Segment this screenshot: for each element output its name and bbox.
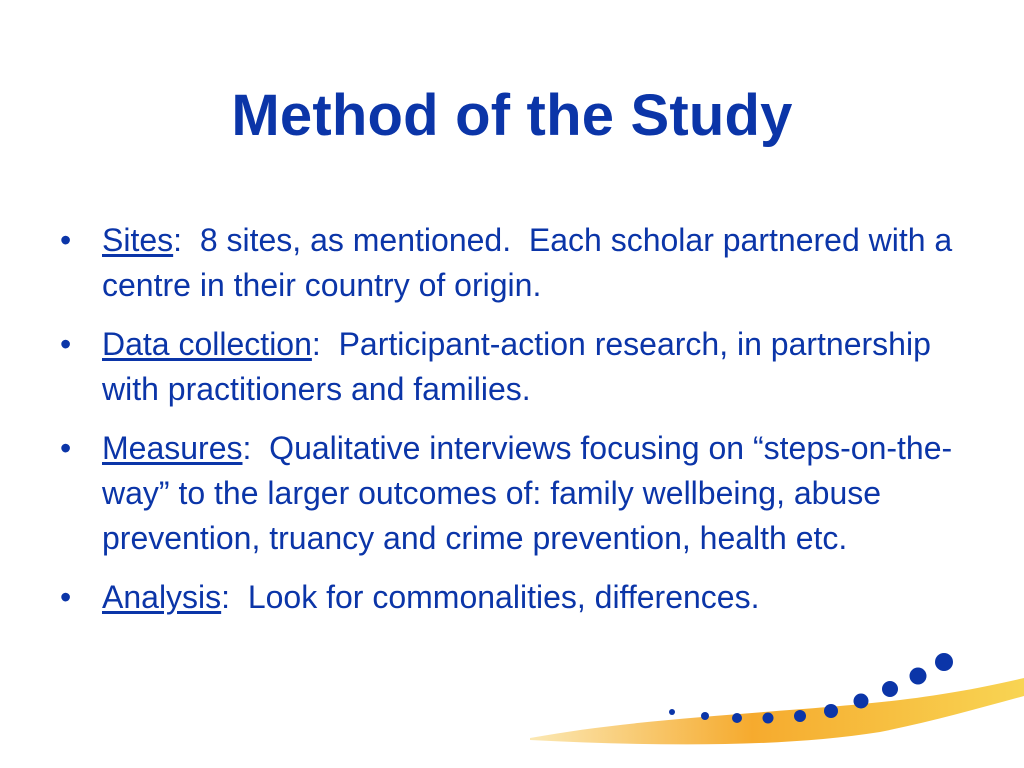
bullet-separator: : (221, 579, 231, 615)
bullet-term: Data collection (102, 326, 312, 362)
bullet-icon: • (60, 326, 72, 362)
bullet-icon: • (60, 579, 72, 615)
bullet-icon: • (60, 222, 72, 258)
bullet-separator: : (173, 222, 183, 258)
bullet-term: Measures (102, 430, 243, 466)
bullet-text: Participant-action research, in partnership with practitioners and families. (102, 326, 940, 407)
bullet-text: Qualitative interviews focusing on “steps-on-the-way” to the larger outcomes of: family wellbeing, abuse prevention, truancy and crime prevention, health etc. (102, 430, 953, 556)
bullet-term: Analysis (102, 579, 222, 615)
bullet-separator: : (311, 326, 321, 362)
bullet-term: Sites (102, 222, 174, 258)
bullet-text: Look for commonalities, differences. (230, 579, 760, 615)
bullet-separator: : (242, 430, 252, 466)
bullet-text: 8 sites, as mentioned. Each scholar partnered with a centre in their country of origin. (102, 222, 962, 303)
bullet-icon: • (60, 430, 72, 466)
swoosh-icon (530, 678, 1024, 744)
slide-title: Method of the Study (231, 83, 793, 148)
